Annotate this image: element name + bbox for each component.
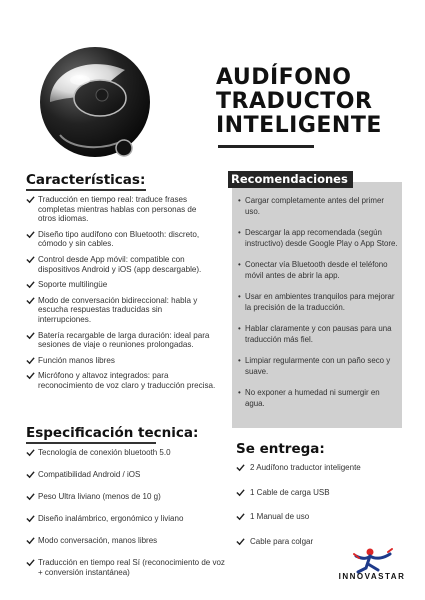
feature-item: Micrófono y altavoz integrados: para reconocimiento de voz claro y traducción precisa.: [26, 371, 216, 390]
recommendation-item: • Hablar claramente y con pausas para una traducción más fiel.: [238, 324, 398, 345]
recommendation-item: • Cargar completamente antes del primer uso.: [238, 196, 398, 217]
check-icon: [26, 558, 35, 567]
title-line-3: INTELIGENTE: [216, 113, 382, 138]
delivery-item: Cable para colgar: [236, 537, 416, 547]
spec-item: Peso Ultra liviano (menos de 10 g): [26, 492, 226, 502]
check-icon: [26, 514, 35, 523]
check-icon: [26, 296, 35, 305]
check-icon: [26, 536, 35, 545]
recommendation-item: • Conectar vía Bluetooth desde el teléfono móvil antes de abrir la app.: [238, 260, 398, 281]
specs-list: [26, 448, 226, 590]
spec-item: Modo conversación, manos libres: [26, 536, 226, 546]
feature-item: Función manos libres: [26, 356, 216, 366]
spec-item: Traducción en tiempo real Sí (reconocimiento de voz + conversión instantánea): [26, 558, 226, 577]
feature-item: Traducción en tiempo real: traduce frases completas mientras hablas con personas de otros idiomas.: [26, 195, 216, 224]
brand-name: INNOVASTAR: [338, 572, 406, 581]
spec-item: Diseño inalámbrico, ergonómico y liviano: [26, 514, 226, 524]
features-underline: [26, 189, 146, 191]
features-list: [26, 195, 216, 397]
check-icon: [26, 255, 35, 264]
delivery-item: 1 Cable de carga USB: [236, 488, 416, 498]
check-icon: [26, 230, 35, 239]
title-line-1: AUDÍFONO: [216, 65, 352, 90]
recommendations-heading: Recomendaciones: [228, 171, 353, 188]
check-icon: [26, 492, 35, 501]
title-line-2: TRADUCTOR: [216, 89, 373, 114]
check-icon: [26, 331, 35, 340]
recommendation-item: • No exponer a humedad ni sumergir en agua.: [238, 388, 398, 409]
feature-item: Batería recargable de larga duración: ideal para sesiones de viaje o reuniones prolongadas.: [26, 331, 216, 350]
check-icon: [236, 463, 245, 472]
check-icon: [26, 356, 35, 365]
check-icon: [236, 512, 245, 521]
spec-item: Tecnología de conexión bluetooth 5.0: [26, 448, 226, 458]
recommendation-item: • Limpiar regularmente con un paño seco y suave.: [238, 356, 398, 377]
check-icon: [26, 195, 35, 204]
specs-heading: Especificación tecnica:: [26, 425, 199, 441]
specs-underline: [26, 442, 156, 444]
recommendation-item: • Usar en ambientes tranquilos para mejorar la precisión de la traducción.: [238, 292, 398, 313]
delivery-item: 1 Manual de uso: [236, 512, 416, 522]
check-icon: [236, 537, 245, 546]
earbud-product-image: [30, 40, 160, 170]
feature-item: Modo de conversación bidireccional: habla y escucha respuestas traducidas sin interrupciones.: [26, 296, 216, 325]
check-icon: [236, 488, 245, 497]
check-icon: [26, 470, 35, 479]
delivery-item: 2 Audífono traductor inteligente: [236, 463, 416, 473]
feature-item: Control desde App móvil: compatible con dispositivos Android y iOS (app descargable).: [26, 255, 216, 274]
spec-item: Compatibilidad Android / iOS: [26, 470, 226, 480]
check-icon: [26, 371, 35, 380]
title-underline: [218, 145, 314, 148]
recommendations-list: [238, 196, 398, 420]
product-title: [216, 66, 416, 138]
check-icon: [26, 280, 35, 289]
feature-item: Soporte multilingüe: [26, 280, 216, 290]
check-icon: [26, 448, 35, 457]
feature-item: Diseño tipo audífono con Bluetooth: discreto, cómodo y sin cables.: [26, 230, 216, 249]
delivery-heading: Se entrega:: [236, 441, 325, 457]
recommendation-item: • Descargar la app recomendada (según instructivo) desde Google Play o App Store.: [238, 228, 398, 249]
features-heading: Características:: [26, 172, 146, 188]
